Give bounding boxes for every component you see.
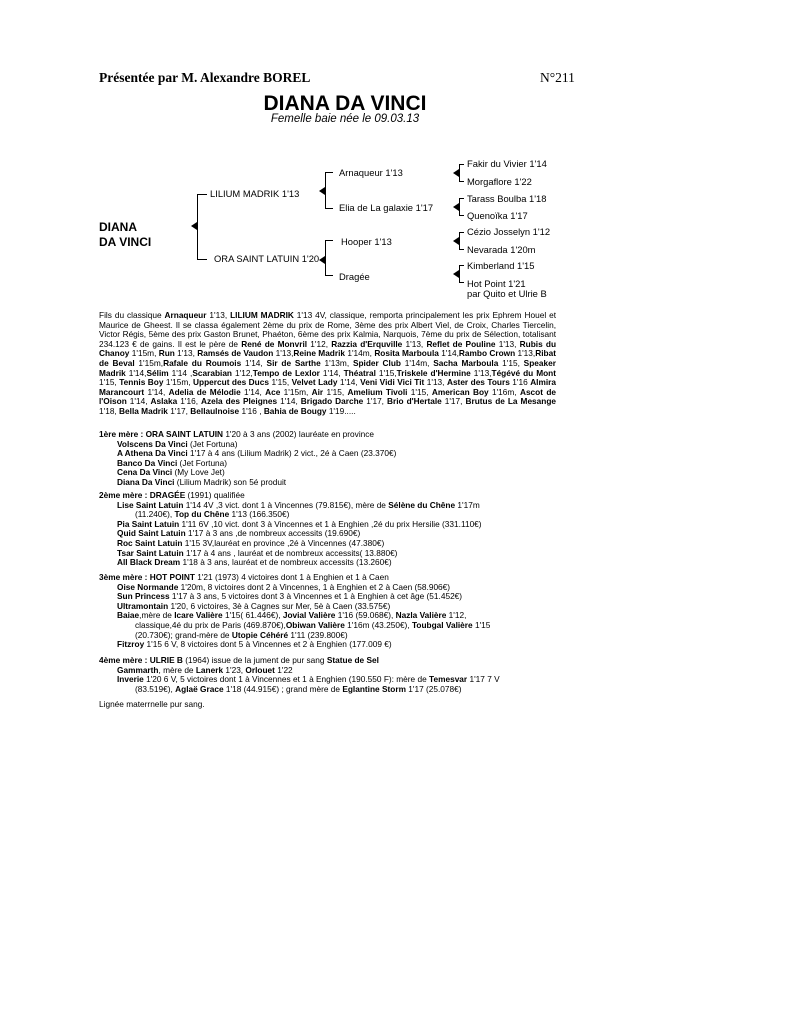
sire-paragraph: Fils du classique Arnaqueur 1'13, LILIUM MADRIK 1'13 4V, classique, remporta principalement les prix Ephrem Houel et Maurice de Gheest. Il se classa également 2ème du prix de Rome, 3ème des prix Albert Viel, de Croix, Charles Tiercelin, Victor Régis, 5ème des prix Gaston Brunet, Phaéton, 6ème des prix Kalmia, Narquois, 7ème du prix de Sélection, totalisant 234.123 € de gains. Il est le père de René de Monvril 1'12, Razzia d'Erquville 1'13, Reflet de Pouline 1'13, Rubis du Chanoy 1'15m, Run 1'13, Ramsés de Vaudon 1'13,Reine Madrik 1'14m, Rosita Marboula 1'14,Rambo Crown 1'13,Ribat de Beval 1'15m,Rafale du Roumois 1'14, Sir de Sarthe 1'13m, Spider Club 1'14m, Sacha Marboula 1'15, Speaker Madrik 1'14,Sélim 1'14 ,Scarabian 1'12,Tempo de Lexlor 1'14, Théatral 1'15,Triskele d'Hermine 1'13,Tégévé du Mont 1'15, Tennis Boy 1'15m, Uppercut des Ducs 1'15, Velvet Lady 1'14, Veni Vidi Vici Tit 1'13, Aster des Tours 1'16 Almira Marancourt 1'14, Adelia de Mélodie 1'14, Ace 1'15m, Air 1'15, Amelium Tivoli 1'15, American Boy 1'16m, Ascot de l'Oison 1'14, Aslaka 1'16, Azela des Pleignes 1'14, Brigado Darche 1'17, Brio d'Hertale 1'17, Brutus de La Mesange 1'18, Bella Madrik 1'17, Bellaulnoise 1'16 , Bahia de Bougy 1'19..... bbox=[99, 310, 557, 416]
bracket-line bbox=[459, 198, 464, 199]
dam2-produce: Lise Saint Latuin 1'14 4V ,3 vict. dont 1 à Vincennes (79.815€), mère de Sélène du Chêne 1'17m bbox=[117, 499, 480, 510]
dam3-produce: Oise Normande 1'20m, 8 victoires dont 2 à Vincennes, 1 à Enghien et 2 à Caen (58.906€) bbox=[117, 581, 451, 592]
bracket-arrow bbox=[191, 222, 197, 230]
sire: LILIUM MADRIK 1'13 bbox=[210, 188, 300, 199]
lineage-note: Lignée materrnelle pur sang. bbox=[99, 699, 205, 709]
dam3-section bbox=[99, 573, 556, 650]
dam-dam: Dragée bbox=[339, 271, 370, 282]
dam2-produce: All Black Dream 1'18 à 3 ans, lauréat et de nombreux accessits (13.260€) bbox=[117, 557, 392, 568]
bracket-line bbox=[325, 275, 333, 276]
subject-name-line1: DIANA bbox=[99, 220, 137, 234]
dam3-produce-continued: classique,4é du prix de Paris (469.870€),Obiwan Valière 1'16m (43.250€), Toubgal Valière 1'15 bbox=[135, 619, 491, 630]
dam3-produce-continued: (20.730€); grand-mère de Utopie Céhéré 1'11 (239.800€) bbox=[135, 629, 348, 640]
dam4-produce-continued: (83.519€), Aglaë Grace 1'18 (44.915€) ; grand mère de Eglantine Storm 1'17 (25.078€) bbox=[135, 683, 462, 694]
bracket-line bbox=[459, 164, 464, 165]
dam-sire: Hooper 1'13 bbox=[341, 236, 392, 247]
dam4-heading: 4ème mère : ULRIE B (1964) issue de la jument de pur sang Statue de Sel bbox=[99, 655, 379, 665]
dam4-section bbox=[99, 656, 556, 694]
bracket-arrow bbox=[319, 187, 325, 195]
horse-title: DIANA DA VINCI bbox=[263, 92, 427, 115]
dam2-produce: Pia Saint Latuin 1'11 6V ,10 vict. dont 3 à Vincennes et 1 à Enghien ,2é du prix Hersilie (331.110€) bbox=[117, 518, 482, 529]
bracket-arrow bbox=[319, 256, 325, 264]
dam2-produce: Tsar Saint Latuin 1'17 à 4 ans , lauréat et de nombreux accessits( 13.880€) bbox=[117, 547, 398, 558]
g3-ancestor: Morgaflore 1'22 bbox=[467, 176, 532, 187]
bracket-line bbox=[197, 259, 207, 260]
dam3-produce: Sun Princess 1'17 à 3 ans, 5 victoires dont 3 à Vincennes et 1 à Enghien à cet âge (51.452€) bbox=[117, 591, 463, 602]
bracket-arrow bbox=[453, 203, 459, 211]
dam3-heading: 3ème mère : HOT POINT 1'21 (1973) 4 victoires dont 1 à Enghien et 1 à Caen bbox=[99, 572, 389, 582]
g3-ancestor: Nevarada 1'20m bbox=[467, 244, 536, 255]
bracket-line bbox=[459, 232, 464, 233]
dam1-section bbox=[99, 430, 556, 488]
g3-ancestor: Tarass Boulba 1'18 bbox=[467, 193, 547, 204]
dam4-produce: Inverie 1'20 6 V, 5 victoires dont 1 à Vincennes et 1 à Enghien (190.550 F): mère de Temesvar 1'17 7 V bbox=[117, 674, 500, 685]
bracket-line bbox=[459, 265, 464, 266]
dam1-produce: Diana Da Vinci (Lilium Madrik) son 5é produit bbox=[117, 476, 287, 487]
dam1-produce: Cena Da Vinci (My Love Jet) bbox=[117, 467, 225, 478]
dam3-produce: Baiae,mère de Icare Valière 1'15( 61.446€), Jovial Valière 1'16 (59.068€), Nazla Valière 1'12, bbox=[117, 610, 467, 621]
dam4-produce: Gammarth, mère de Lanerk 1'23, Orlouet 1'22 bbox=[117, 664, 293, 675]
horse-subtitle: Femelle baie née le 09.03.13 bbox=[270, 113, 420, 125]
dam2-produce: Quid Saint Latuin 1'17 à 3 ans ,de nombreux accessits (19.690€) bbox=[117, 528, 361, 539]
g3-ancestor: Cézio Josselyn 1'12 bbox=[467, 226, 551, 237]
bracket-arrow bbox=[453, 270, 459, 278]
dam1-produce: A Athena Da Vinci 1'17 à 4 ans (Lilium Madrik) 2 vict., 2é à Caen (23.370€) bbox=[117, 448, 397, 459]
bracket-line bbox=[197, 194, 198, 260]
bracket-line bbox=[325, 240, 333, 241]
g3-ancestor: Quenoïka 1'17 bbox=[467, 210, 528, 221]
bracket-line bbox=[459, 249, 464, 250]
bracket-line bbox=[459, 164, 460, 182]
dam3-produce: Fitzroy 1'15 6 V, 8 victoires dont 5 à Vincennes et 2 à Enghien (177.009 €) bbox=[117, 639, 392, 650]
bracket-line bbox=[197, 194, 207, 195]
bracket-line bbox=[325, 240, 326, 276]
sire-sire: Arnaqueur 1'13 bbox=[339, 167, 403, 178]
bracket-line bbox=[325, 172, 326, 209]
g3-ancestor: Fakir du Vivier 1'14 bbox=[467, 158, 547, 169]
lot-number: N°211 bbox=[540, 70, 575, 85]
bracket-line bbox=[459, 282, 464, 283]
sire-dam: Elia de La galaxie 1'17 bbox=[339, 202, 434, 213]
dam1-produce: Banco Da Vinci (Jet Fortuna) bbox=[117, 457, 228, 468]
bracket-line bbox=[459, 181, 464, 182]
dam3-produce: Ultramontain 1'20, 6 victoires, 3è à Cagnes sur Mer, 5è à Caen (33.575€) bbox=[117, 600, 391, 611]
dam2-heading: 2ème mère : DRAGÉE (1991) qualifiée bbox=[99, 490, 245, 500]
g3-ancestor: Kimberland 1'15 bbox=[467, 260, 535, 271]
subject-name-line2: DA VINCI bbox=[99, 235, 152, 249]
bracket-arrow bbox=[453, 169, 459, 177]
bracket-line bbox=[325, 172, 333, 173]
dam2-produce-continued: (11.240€), Top du Chêne 1'13 (166.350€) bbox=[135, 509, 290, 520]
dam2-produce: Roc Saint Latuin 1'15 3V,lauréat en province ,2é à Vincennes (47.380€) bbox=[117, 537, 385, 548]
bracket-line bbox=[459, 232, 460, 250]
dam2-section bbox=[99, 491, 556, 568]
dam1-heading: 1ère mère : ORA SAINT LATUIN 1'20 à 3 ans (2002) lauréate en province bbox=[99, 429, 375, 439]
g3-note: par Quito et Ulrie B bbox=[467, 288, 547, 299]
dam: ORA SAINT LATUIN 1'20 bbox=[214, 253, 320, 264]
bracket-line bbox=[459, 215, 464, 216]
dam1-produce: Volscens Da Vinci (Jet Fortuna) bbox=[117, 438, 238, 449]
bracket-line bbox=[325, 208, 333, 209]
bracket-line bbox=[459, 265, 460, 283]
bracket-line bbox=[459, 198, 460, 216]
g3-ancestor: Hot Point 1'21 bbox=[467, 278, 526, 289]
bracket-arrow bbox=[453, 237, 459, 245]
presenter: Présentée par M. Alexandre BOREL bbox=[99, 70, 311, 85]
